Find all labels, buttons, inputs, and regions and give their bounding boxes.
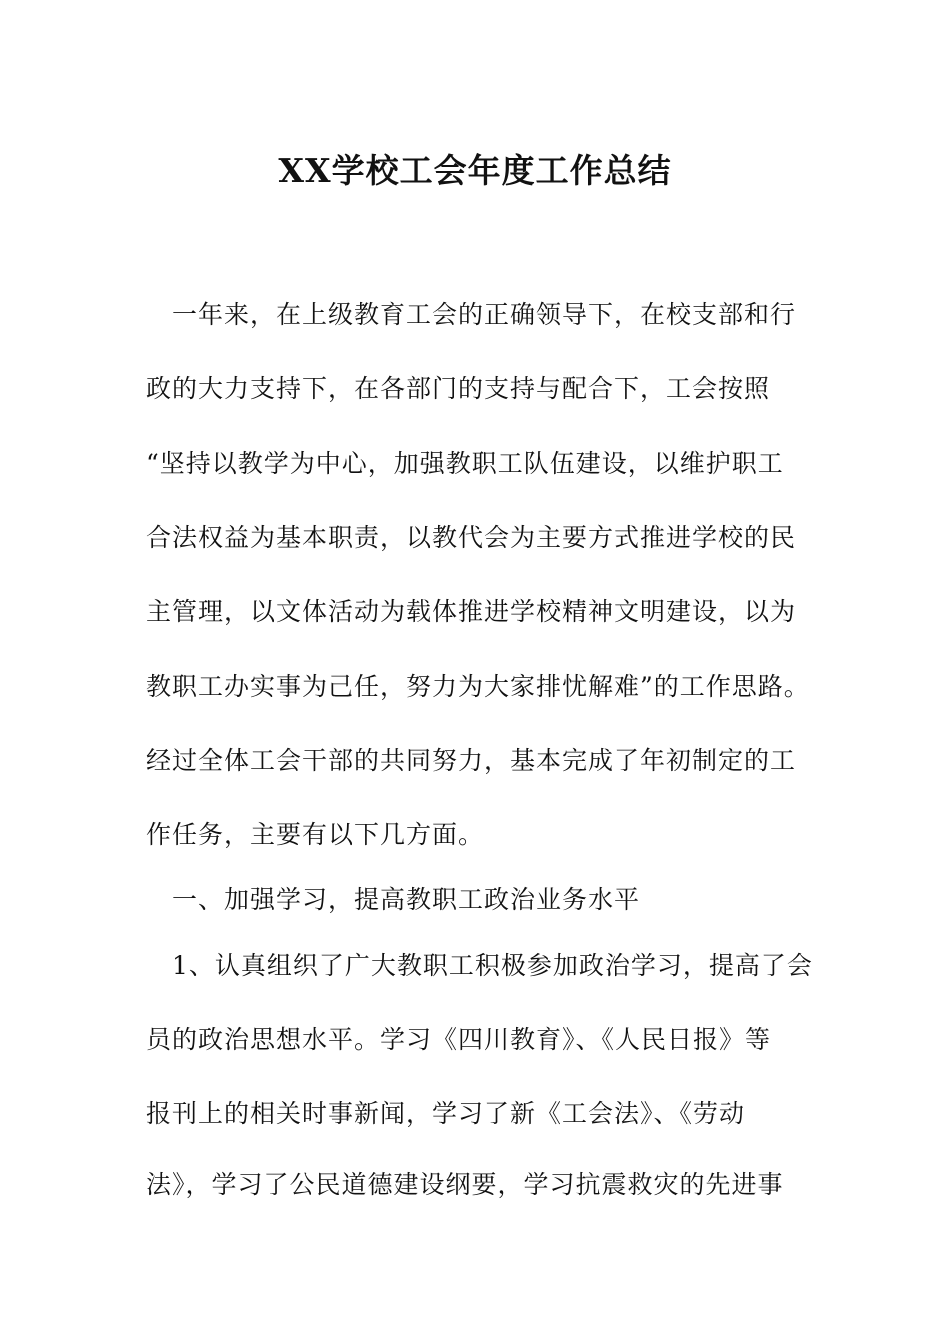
body-line: 政的大力支持下，在各部门的支持与配合下，工会按照	[146, 374, 771, 403]
document-title: XX学校工会年度工作总结	[278, 151, 672, 190]
body-line: 报刊上的相关时事新闻，学习了新《工会法》、《劳动	[146, 1099, 746, 1128]
body-line: 主管理，以文体活动为载体推进学校精神文明建设，以为	[146, 597, 797, 626]
body-line: 一年来，在上级教育工会的正确领导下，在校支部和行	[146, 300, 797, 329]
section-heading: 一、加强学习，提高教职工政治业务水平	[146, 885, 641, 914]
body-line: “坚持以教学为中心，加强教职工队伍建设，以维护职工	[146, 449, 784, 478]
body-line: 经过全体工会干部的共同努力，基本完成了年初制定的工	[146, 746, 797, 775]
body-line: 员的政治思想水平。学习《四川教育》、《人民日报》等	[146, 1025, 772, 1054]
body-line: 合法权益为基本职责，以教代会为主要方式推进学校的民	[146, 523, 797, 552]
body-line: 教职工办实事为己任，努力为大家排忧解难”的工作思路。	[146, 672, 810, 701]
body-line: 1、认真组织了广大教职工积极参加政治学习，提高了会	[146, 951, 813, 980]
body-line: 作任务，主要有以下几方面。	[146, 820, 485, 849]
body-line: 法》，学习了公民道德建设纲要，学习抗震救灾的先进事	[146, 1170, 784, 1199]
